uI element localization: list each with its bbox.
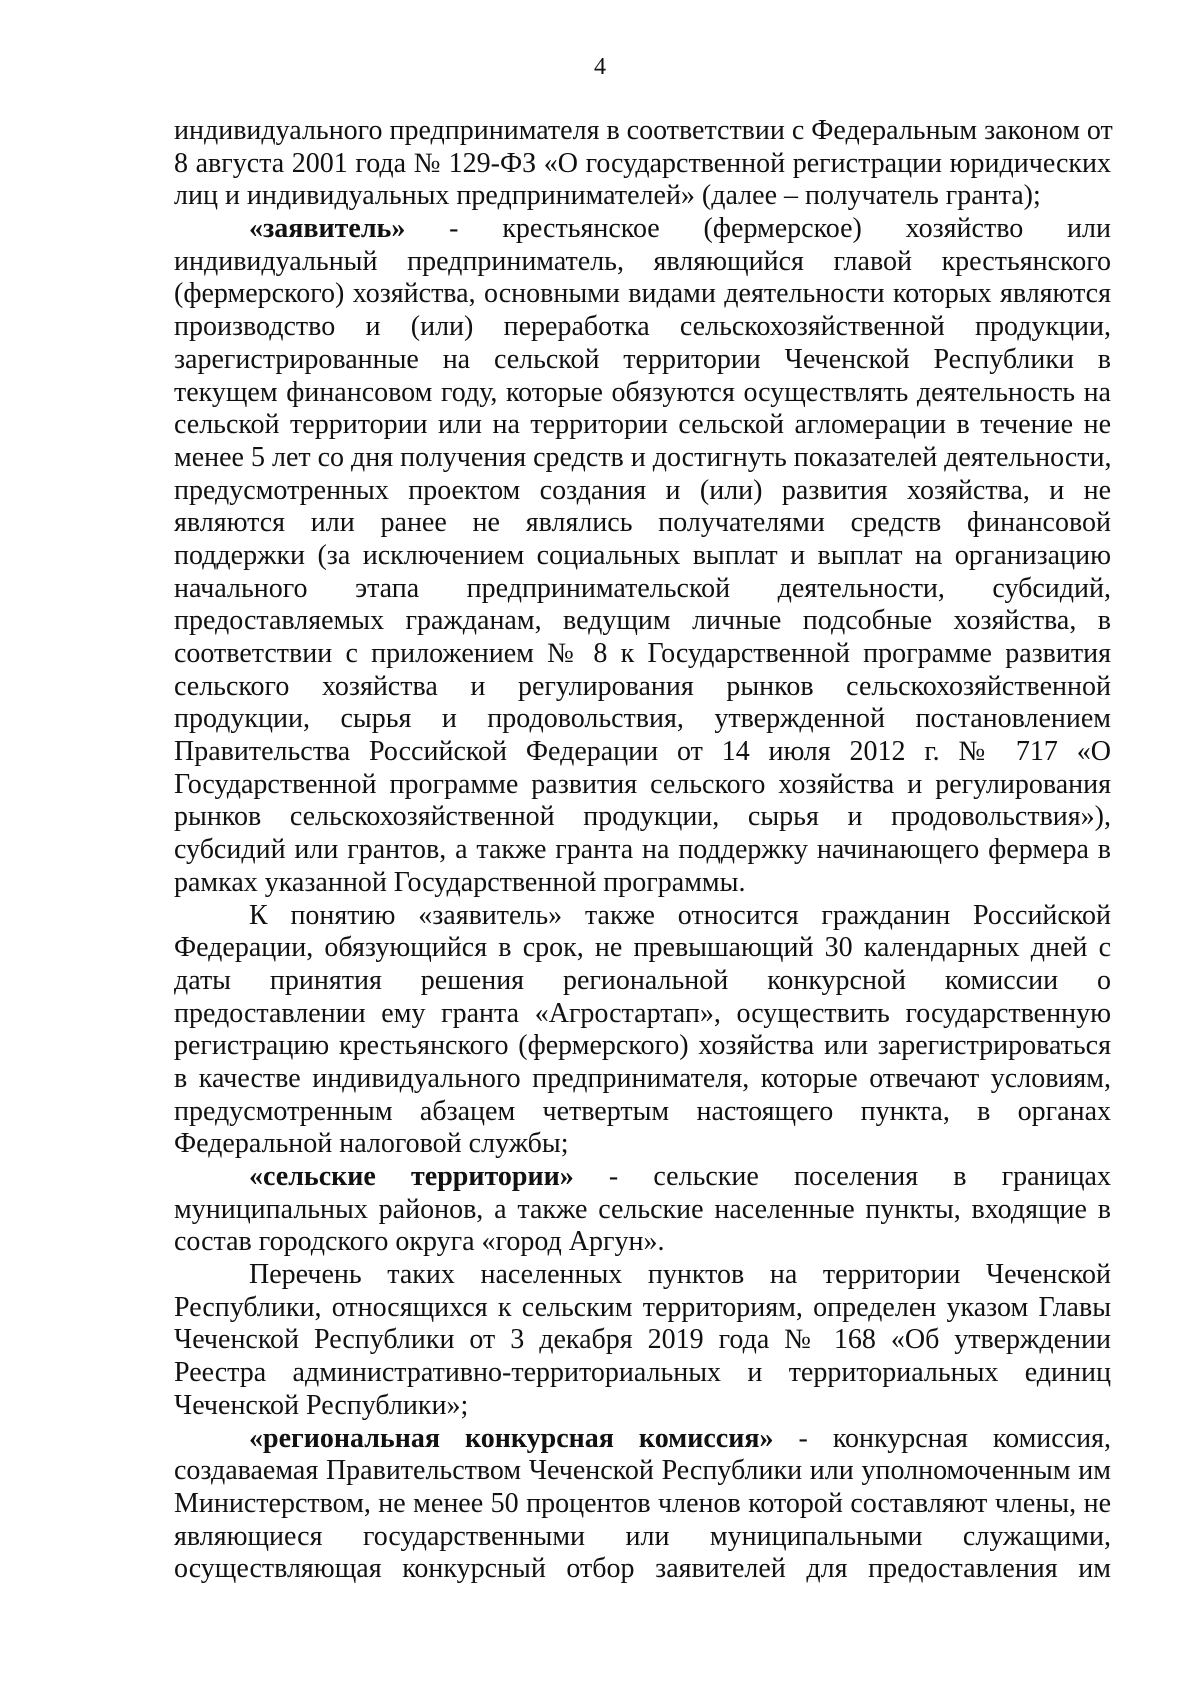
text-line: сельской территории или на территории сельской агломерации в течение не <box>174 409 1111 441</box>
page-number: 4 <box>594 54 606 80</box>
defined-term: «заявитель» <box>249 213 406 245</box>
text-line: в качестве индивидуального предпринимателя, которые отвечают условиям, <box>174 1062 1111 1094</box>
text-line: создаваемая Правительством Чеченской Республики или уполномоченным им <box>174 1455 1111 1487</box>
text-line: рамках указанной Государственной программы. <box>174 866 746 898</box>
text-line: лиц и индивидуальных предпринимателей» (далее – получатель гранта); <box>174 180 1041 212</box>
text-line: К понятию «заявитель» также относится гражданин Российской <box>249 899 1111 931</box>
text-line: предоставляемых гражданам, ведущим личные подсобные хозяйства, в <box>174 605 1111 637</box>
text-line: осуществляющая конкурсный отбор заявителей для предоставления им <box>174 1553 1111 1585</box>
text-line: муниципальных районов, а также сельские населенные пункты, входящие в <box>174 1193 1111 1225</box>
text-line: зарегистрированные на сельской территории Чеченской Республики в <box>174 343 1111 375</box>
text-line: даты принятия решения региональной конкурсной комиссии о <box>174 964 1111 996</box>
text-line: производство и (или) переработка сельскохозяйственной продукции, <box>174 311 1111 343</box>
text-line: Чеченской Республики»; <box>174 1389 469 1421</box>
text-line: менее 5 лет со дня получения средств и достигнуть показателей деятельности, <box>174 441 1112 473</box>
text-line: индивидуального предпринимателя в соответствии с Федеральным законом от <box>174 115 1113 146</box>
text-line: индивидуальный предприниматель, являющийся главой крестьянского <box>174 245 1111 277</box>
text-line: сельского хозяйства и регулирования рынков сельскохозяйственной <box>174 670 1111 702</box>
text-line: являются или ранее не являлись получателями средств финансовой <box>174 507 1111 539</box>
text-line: текущем финансовом году, которые обязуются осуществлять деятельность на <box>174 376 1111 408</box>
text-line: поддержки (за исключением социальных выплат и выплат на организацию <box>174 539 1111 571</box>
text-line: являющиеся государственными или муниципальными служащими, <box>174 1520 1111 1552</box>
text-line <box>174 1423 1111 1456</box>
text-line: (фермерского) хозяйства, основными видами деятельности которых являются <box>174 278 1111 310</box>
text-line: Республики, относящихся к сельским территориям, определен указом Главы <box>174 1291 1111 1323</box>
definition-text: - крестьянское (фермерское) хозяйство или <box>405 213 1111 245</box>
text-line: Федерации, обязующийся в срок, не превышающий 30 календарных дней с <box>174 932 1111 964</box>
text-line: предусмотренным абзацем четвертым настоящего пункта, в органах <box>174 1095 1111 1127</box>
text-line: продукции, сырья и продовольствия, утвержденной постановлением <box>174 703 1111 735</box>
text-line: Федеральной налоговой службы; <box>174 1128 569 1160</box>
text-line: соответствии с приложением № 8 к Государственной программе развития <box>174 638 1111 669</box>
text-line: Перечень таких населенных пунктов на территории Чеченской <box>249 1259 1111 1291</box>
document-body <box>174 115 1111 1586</box>
text-line: предусмотренных проектом создания и (или) развития хозяйства, и не <box>174 474 1111 506</box>
text-line: регистрацию крестьянского (фермерского) хозяйства или зарегистрироваться <box>174 1030 1111 1062</box>
text-line: Министерством, не менее 50 процентов членов которой составляют члены, не <box>174 1487 1111 1519</box>
text-line <box>174 1161 1111 1194</box>
text-line: Правительства Российской Федерации от 14 июля 2012 г. № 717 «О <box>174 736 1111 768</box>
text-line: предоставлении ему гранта «Агростартап», осуществить государственную <box>174 997 1111 1029</box>
text-line: начального этапа предпринимательской деятельности, субсидий, <box>174 572 1111 604</box>
text-line: субсидий или грантов, а также гранта на поддержку начинающего фермера в <box>174 834 1111 866</box>
definition-text: - сельские поселения в границах <box>573 1161 1111 1192</box>
definition-text: - конкурсная комиссия, <box>773 1422 1111 1454</box>
text-line: рынков сельскохозяйственной продукции, сырья и продовольствия»), <box>174 801 1111 833</box>
text-line: Государственной программе развития сельского хозяйства и регулирования <box>174 768 1111 800</box>
text-line: состав городского округа «город Аргун». <box>174 1226 665 1258</box>
text-line <box>174 213 1111 246</box>
defined-term: «сельские территории» <box>249 1161 574 1192</box>
text-line: 8 августа 2001 года № 129-ФЗ «О государственной регистрации юридических <box>174 147 1111 179</box>
text-line: Чеченской Республики от 3 декабря 2019 года № 168 «Об утверждении <box>174 1324 1111 1356</box>
text-line: Реестра административно-территориальных и территориальных единиц <box>174 1357 1111 1389</box>
defined-term: «региональная конкурсная комиссия» <box>249 1422 774 1454</box>
